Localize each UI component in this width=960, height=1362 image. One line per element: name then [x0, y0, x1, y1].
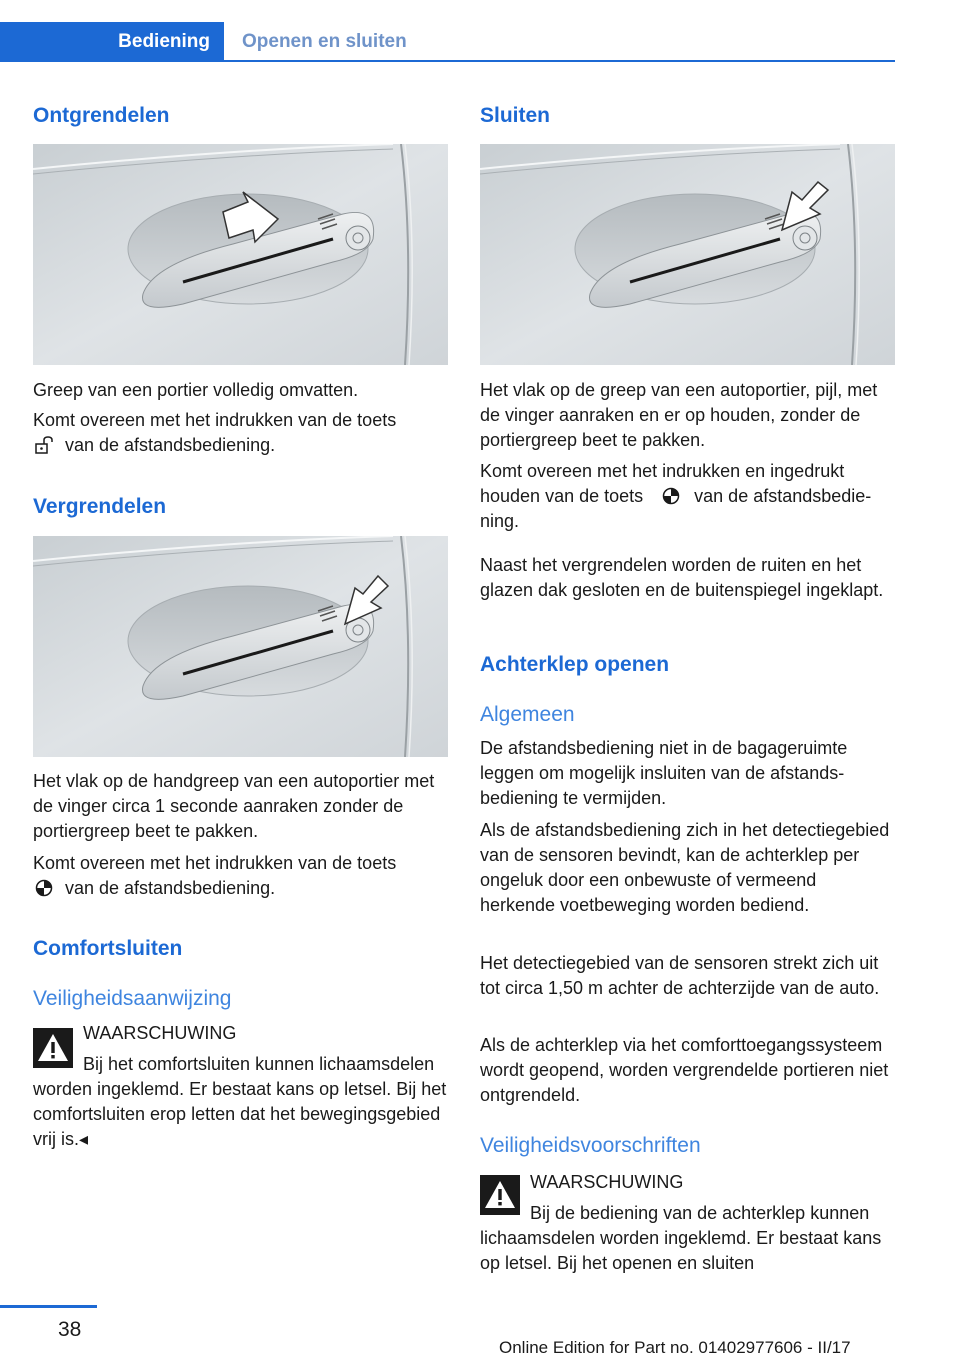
key-lock-icon [660, 487, 682, 505]
subheading-safety-regulations: Veiligheidsvoorschriften [480, 1134, 701, 1157]
unlock-text-1: Greep van een portier volledig omvatten. [33, 380, 359, 400]
key-unlock-icon [33, 436, 55, 454]
edition-note: Online Edition for Part no. 01402977606 - II/17 [499, 1338, 851, 1357]
chapter-tab-section[interactable]: Openen en sluiten [242, 31, 407, 52]
tailgate-text-1: De afstandsbediening niet in de bagageruimte leggen om mogelijk insluiten van de afstandsbediening te vermijden. [480, 738, 848, 808]
heading-lock: Vergrendelen [33, 495, 167, 518]
unlock-text-2b: van de afstandsbediening. [65, 435, 276, 455]
heading-close: Sluiten [480, 104, 551, 127]
lock-text-2 [33, 851, 448, 901]
header-underline [224, 60, 895, 62]
close-text-2 [480, 459, 895, 534]
unlock-text-2a: Komt overeen met het indrukken van de toets [33, 410, 397, 430]
tailgate-text-3: Het detectiegebied van de sensoren strekt zich uit tot circa 1,50 m achter de achterzijde van de auto. [480, 953, 880, 998]
tailgate-text-2: Als de afstandsbediening zich in het detectiegebied van de sensoren bevindt, kan de achterklep per ongeluk door een onbewuste of vermeend herkende voetbeweging worden bediend. [480, 820, 890, 915]
chapter-tab-active[interactable]: Bediening [0, 22, 224, 62]
tailgate-text-4: Als de achterklep via het comforttoegangssysteem wordt geopend, worden vergrendelde portieren niet ontgrendeld. [480, 1035, 889, 1105]
subheading-general: Algemeen [480, 703, 575, 726]
close-text-2b: van de afstandsbediening. [480, 486, 872, 531]
subheading-safety-note: Veiligheidsaanwijzing [33, 987, 232, 1010]
page-number: 38 [58, 1318, 82, 1341]
close-text-2a: Komt overeen met het indrukken en ingedrukt houden van de toets [480, 461, 845, 506]
close-text-3: Naast het vergrendelen worden de ruiten en het glazen dak gesloten en de buitenspiegel ingeklapt. [480, 555, 884, 600]
lock-text-1: Het vlak op de handgreep van een autoportier met de vinger circa 1 seconde aanraken zonder de portiergreep beet te pakken. [33, 771, 435, 841]
heading-comfort-close: Comfortsluiten [33, 937, 183, 960]
heading-unlock: Ontgrendelen [33, 104, 170, 127]
warning-label: WAARSCHUWING [83, 1023, 237, 1043]
lock-text-2b: van de afstandsbediening. [65, 878, 276, 898]
door-handle-illustration-lock [33, 536, 448, 757]
warning-text: Bij de bediening van de achterklep kunnen lichaamsdelen worden ingeklemd. Er bestaat kans op letsel. Bij het openen en sluiten [480, 1203, 882, 1273]
door-handle-illustration-close [480, 144, 895, 365]
door-handle-illustration-unlock [33, 144, 448, 365]
lock-text-2a: Komt overeen met het indrukken van de toets [33, 853, 397, 873]
warning-label: WAARSCHUWING [530, 1172, 684, 1192]
page-header [0, 22, 895, 62]
close-text-1: Het vlak op de greep van een autoportier, pijl, met de vinger aanraken en er op houden, zonder de portiergreep beet te pakken. [480, 380, 878, 450]
warning-text: Bij het comfortsluiten kunnen lichaamsdelen worden ingeklemd. Er bestaat kans op letsel. Bij het comfortsluiten erop letten dat het bewegingsgebied vrij is.◂ [33, 1054, 447, 1149]
unlock-text-2 [33, 408, 448, 458]
heading-tailgate-open: Achterklep openen [480, 653, 670, 676]
footer-accent-line [0, 1305, 97, 1308]
key-lock-icon [33, 879, 55, 897]
